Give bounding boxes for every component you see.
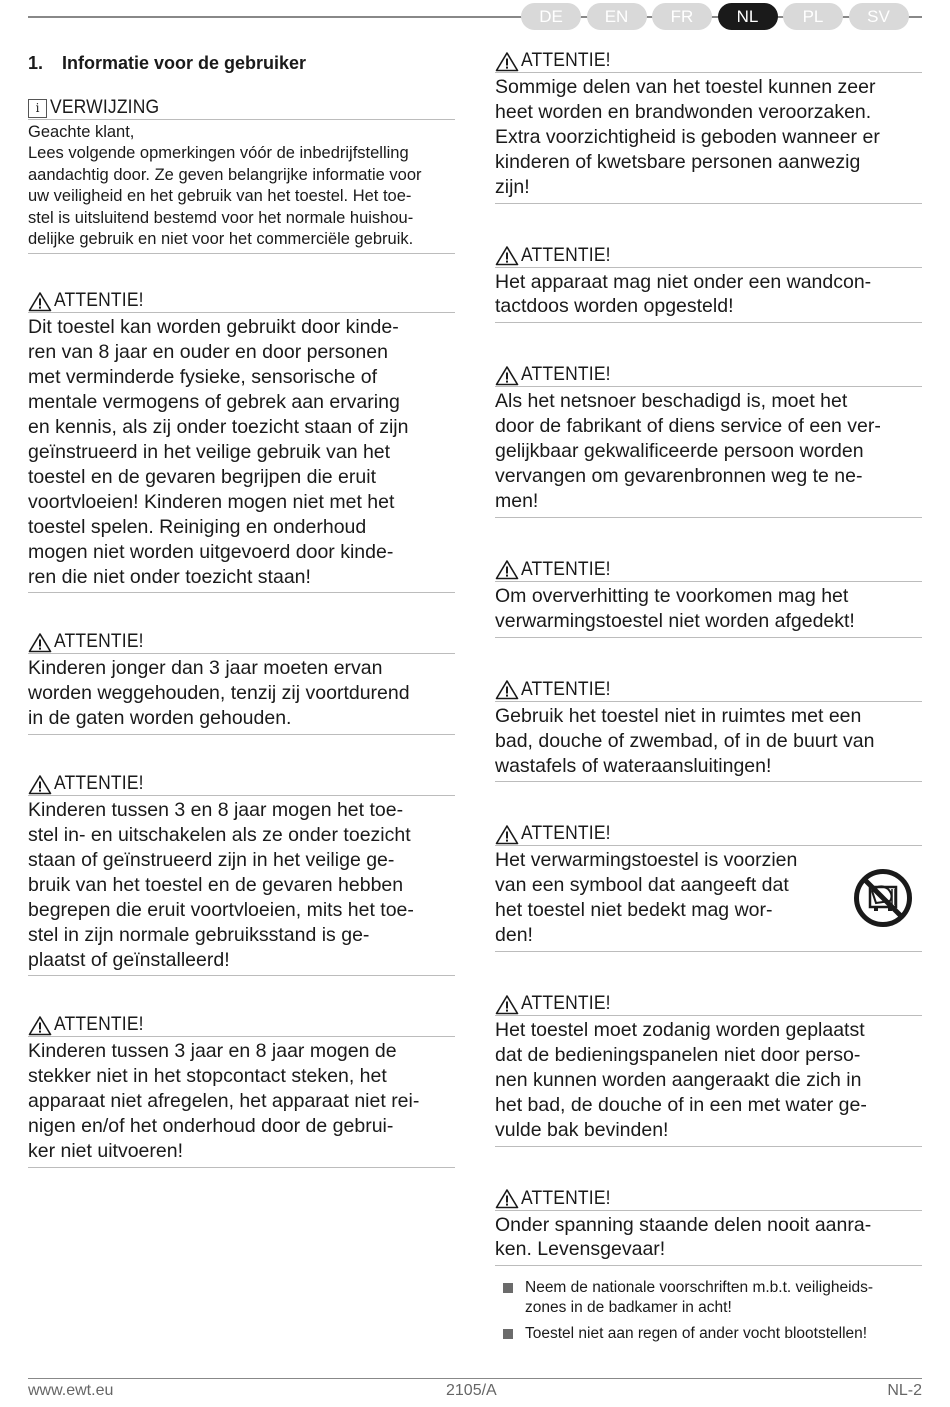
right-warnings: [495, 50, 922, 1266]
text-line: Als het netsnoer beschadigd is, moet het: [495, 390, 848, 413]
warning-block: [28, 1014, 455, 1168]
text-line: nen kunnen worden aangeraakt die zich in: [495, 1068, 862, 1091]
warning-text-lines: [495, 848, 825, 948]
text-line: den!: [495, 924, 533, 947]
do-not-cover-icon: [852, 867, 914, 929]
lang-tab-sv[interactable]: SV: [849, 3, 909, 30]
spacer: [495, 1147, 922, 1188]
notice-label: VERWIJZING: [50, 97, 160, 118]
text-line: Om oververhitting te voorkomen mag het: [495, 584, 849, 607]
text-line: delijke gebruik en niet voor het commerciële gebruik.: [28, 230, 414, 249]
warning-triangle-icon: [495, 1188, 519, 1209]
spacer: [28, 976, 455, 1014]
warning-block: [495, 50, 922, 204]
text-line: uw veiligheid en het gebruik van het toestel. Het toe-: [28, 187, 412, 206]
text-line: plaatst of geïnstalleerd!: [28, 948, 230, 971]
lang-tab-nl[interactable]: NL: [718, 3, 778, 30]
text-line: met verminderde fysieke, sensorische of: [28, 366, 377, 389]
text-line: nigen en/of het onderhoud door de gebrui-: [28, 1115, 394, 1138]
text-line: Gebruik het toestel niet in ruimtes met een: [495, 704, 862, 727]
warning-header: [495, 245, 922, 268]
text-line: bad, douche of zwembad, of in de buurt van: [495, 729, 875, 752]
warning-header: [495, 823, 922, 846]
text-line: Het toestel moet zodanig worden geplaatst: [495, 1019, 865, 1042]
text-line: toestel en de gevaren begrijpen die eruit: [28, 465, 376, 488]
warning-label: ATTENTIE!: [521, 823, 611, 845]
spacer: [495, 323, 922, 364]
warning-label: ATTENTIE!: [521, 558, 611, 580]
spacer: [495, 518, 922, 559]
warning-block: [495, 993, 922, 1147]
warning-symbol-row: [495, 848, 922, 948]
text-line: staan of geïnstrueerd zijn in het veilige ge-: [28, 848, 395, 871]
text-line: het bad, de douche of in een met water ge-: [495, 1093, 867, 1116]
text-line: apparaat niet afregelen, het apparaat niet rei-: [28, 1090, 420, 1113]
section-title: [28, 53, 455, 74]
warning-block: [28, 631, 455, 735]
warning-header: [28, 631, 455, 654]
lang-tab-fr[interactable]: FR: [652, 3, 712, 30]
footer-page-number: NL-2: [887, 1382, 922, 1399]
warning-triangle-icon: [495, 245, 519, 266]
lang-tab-en[interactable]: EN: [587, 3, 647, 30]
warning-label: ATTENTIE!: [521, 50, 611, 71]
warning-text: [28, 656, 455, 734]
warning-text: [495, 389, 922, 517]
spacer: [495, 638, 922, 679]
warning-triangle-icon: [495, 824, 519, 845]
spacer: [495, 952, 922, 993]
text-line: Dit toestel kan worden gebruikt door kinde-: [28, 316, 399, 339]
info-icon: i: [28, 99, 47, 118]
text-line: Toestel niet aan regen of ander vocht blootstellen!: [525, 1325, 868, 1342]
warning-header: [28, 773, 455, 796]
notice-block: [28, 97, 455, 254]
warning-block: [495, 364, 922, 518]
warning-label: ATTENTIE!: [521, 364, 611, 386]
warning-block: [28, 290, 455, 593]
warning-block: [495, 823, 922, 952]
warning-triangle-icon: [28, 632, 52, 653]
text-line: stel in zijn normale gebruiksstand is ge-: [28, 923, 370, 946]
text-line: zones in de badkamer in acht!: [525, 1299, 732, 1316]
warning-text: [28, 798, 455, 975]
text-line: Lees volgende opmerkingen vóór de inbedrijfstelling: [28, 144, 409, 163]
warning-label: ATTENTIE!: [521, 993, 611, 1015]
warning-header: [495, 679, 922, 702]
text-line: aandachtig door. Ze geven belangrijke informatie voor: [28, 165, 422, 184]
spacer: [28, 735, 455, 773]
left-column: [28, 50, 455, 1168]
warning-text: [495, 704, 922, 782]
bullet-list: [503, 1278, 923, 1350]
text-line: verwarmingstoestel niet worden afgedekt!: [495, 609, 855, 632]
warning-text: [495, 584, 922, 637]
warning-header: [495, 50, 922, 73]
text-line: in de gaten worden gehouden.: [28, 707, 292, 730]
text-line: door de fabrikant of diens service of een ver-: [495, 415, 881, 438]
text-line: geïnstrueerd in het veilige gebruik van het: [28, 440, 391, 463]
text-line: dat de bedieningspanelen niet door perso-: [495, 1043, 861, 1066]
warning-block: [495, 559, 922, 638]
warning-label: ATTENTIE!: [54, 1014, 144, 1036]
text-line: ker niet uitvoeren!: [28, 1140, 184, 1163]
lang-tab-pl[interactable]: PL: [783, 3, 843, 30]
footer-website: www.ewt.eu: [28, 1382, 114, 1399]
warning-triangle-icon: [495, 994, 519, 1015]
spacer: [495, 204, 922, 245]
warning-triangle-icon: [28, 1015, 52, 1036]
warning-header: [28, 1014, 455, 1037]
warning-text: [495, 1213, 922, 1266]
text-line: Sommige delen van het toestel kunnen zeer: [495, 76, 876, 98]
text-line: ren van 8 jaar en ouder en door personen: [28, 341, 388, 364]
text-line: stel in- en uitschakelen als ze onder toezicht: [28, 824, 411, 847]
language-tabs: [521, 3, 914, 30]
text-line: worden weggehouden, tenzij zij voortdurend: [28, 682, 410, 705]
warning-header: [495, 993, 922, 1016]
warning-block: [495, 245, 922, 324]
warning-text: [495, 75, 922, 203]
warning-text: [28, 315, 455, 592]
text-line: begrepen die eruit voortvloeien, mits het toe-: [28, 898, 414, 921]
text-line: Onder spanning staande delen nooit aanra-: [495, 1213, 872, 1236]
section-title-text: Informatie voor de gebruiker: [62, 53, 307, 73]
warning-triangle-icon: [28, 774, 52, 795]
bullet-item: [503, 1278, 923, 1318]
text-line: ken. Levensgevaar!: [495, 1238, 666, 1261]
text-line: stel is uitsluitend bestemd voor het normale huishou-: [28, 208, 414, 227]
text-line: Het verwarmingstoestel is voorzien: [495, 849, 798, 872]
warning-triangle-icon: [495, 365, 519, 386]
text-line: vulde bak bevinden!: [495, 1118, 669, 1141]
spacer: [28, 254, 455, 290]
text-line: vervangen om gevarenbronnen weg te ne-: [495, 465, 863, 488]
text-line: Kinderen tussen 3 jaar en 8 jaar mogen de: [28, 1040, 397, 1063]
warning-label: ATTENTIE!: [521, 678, 611, 700]
bullet-square-icon: [503, 1329, 513, 1339]
text-line: Extra voorzichtigheid is geboden wanneer er: [495, 125, 880, 148]
text-line: wastafels of wateraansluitingen!: [495, 754, 772, 777]
warning-text: [495, 1018, 922, 1146]
warning-triangle-icon: [495, 559, 519, 580]
footer-doc-code: 2105/A: [446, 1382, 497, 1399]
bullet-item: [503, 1324, 923, 1344]
text-line: tactdoos worden opgesteld!: [495, 295, 734, 318]
text-line: ren die niet onder toezicht staan!: [28, 565, 311, 588]
warning-label: ATTENTIE!: [54, 290, 144, 312]
bullet-text: [525, 1324, 867, 1344]
text-line: kinderen of kwetsbare personen aanwezig: [495, 150, 861, 173]
notice-text: [28, 122, 455, 253]
text-line: gelijkbaar gekwalificeerde persoon worden: [495, 440, 864, 463]
warning-triangle-icon: [495, 51, 519, 72]
text-line: van een symbool dat aangeeft dat: [495, 874, 789, 897]
text-line: mogen niet worden uitgevoerd door kinde-: [28, 540, 394, 563]
notice-header: [28, 97, 455, 120]
section-number: 1.: [28, 53, 44, 73]
warning-label: ATTENTIE!: [54, 631, 144, 653]
warning-label: ATTENTIE!: [54, 773, 144, 795]
warning-text: [28, 1039, 455, 1167]
spacer: [28, 593, 455, 631]
warning-text: [495, 848, 922, 951]
text-line: Kinderen jonger dan 3 jaar moeten ervan: [28, 657, 383, 680]
text-line: voortvloeien! Kinderen mogen niet met het: [28, 490, 395, 513]
warning-block: [28, 773, 455, 976]
text-line: zijn!: [495, 175, 530, 198]
text-line: mentale vermogens of gebrek aan ervaring: [28, 391, 400, 414]
warning-block: [495, 679, 922, 783]
warning-header: [495, 1188, 922, 1211]
text-line: men!: [495, 489, 539, 512]
warning-block: [495, 1188, 922, 1267]
footer-rule: [28, 1378, 922, 1379]
bullet-square-icon: [503, 1283, 513, 1293]
warning-header: [495, 364, 922, 387]
spacer: [495, 782, 922, 823]
warning-header: [495, 559, 922, 582]
text-line: stekker niet in het stopcontact steken, het: [28, 1065, 387, 1088]
text-line: en kennis, als zij onder toezicht staan of zijn: [28, 416, 409, 439]
warning-triangle-icon: [28, 291, 52, 312]
warning-triangle-icon: [495, 679, 519, 700]
text-line: Geachte klant,: [28, 123, 135, 141]
text-line: heet worden en brandwonden veroorzaken.: [495, 100, 872, 123]
text-line: het toestel niet bedekt mag wor-: [495, 899, 773, 922]
warning-header: [28, 290, 455, 313]
text-line: bruik van het toestel en de gevaren hebben: [28, 873, 404, 896]
text-line: Het apparaat mag niet onder een wandcon-: [495, 270, 872, 293]
right-column: [495, 50, 922, 1266]
warning-text: [495, 270, 922, 323]
warning-label: ATTENTIE!: [521, 244, 611, 266]
warning-label: ATTENTIE!: [521, 1187, 611, 1209]
text-line: toestel spelen. Reiniging en onderhoud: [28, 515, 367, 538]
bullet-text: [525, 1278, 873, 1318]
lang-tab-de[interactable]: DE: [521, 3, 581, 30]
text-line: Kinderen tussen 3 en 8 jaar mogen het toe-: [28, 799, 404, 822]
left-warnings: [28, 254, 455, 1168]
text-line: Neem de nationale voorschriften m.b.t. veiligheids-: [525, 1279, 874, 1296]
